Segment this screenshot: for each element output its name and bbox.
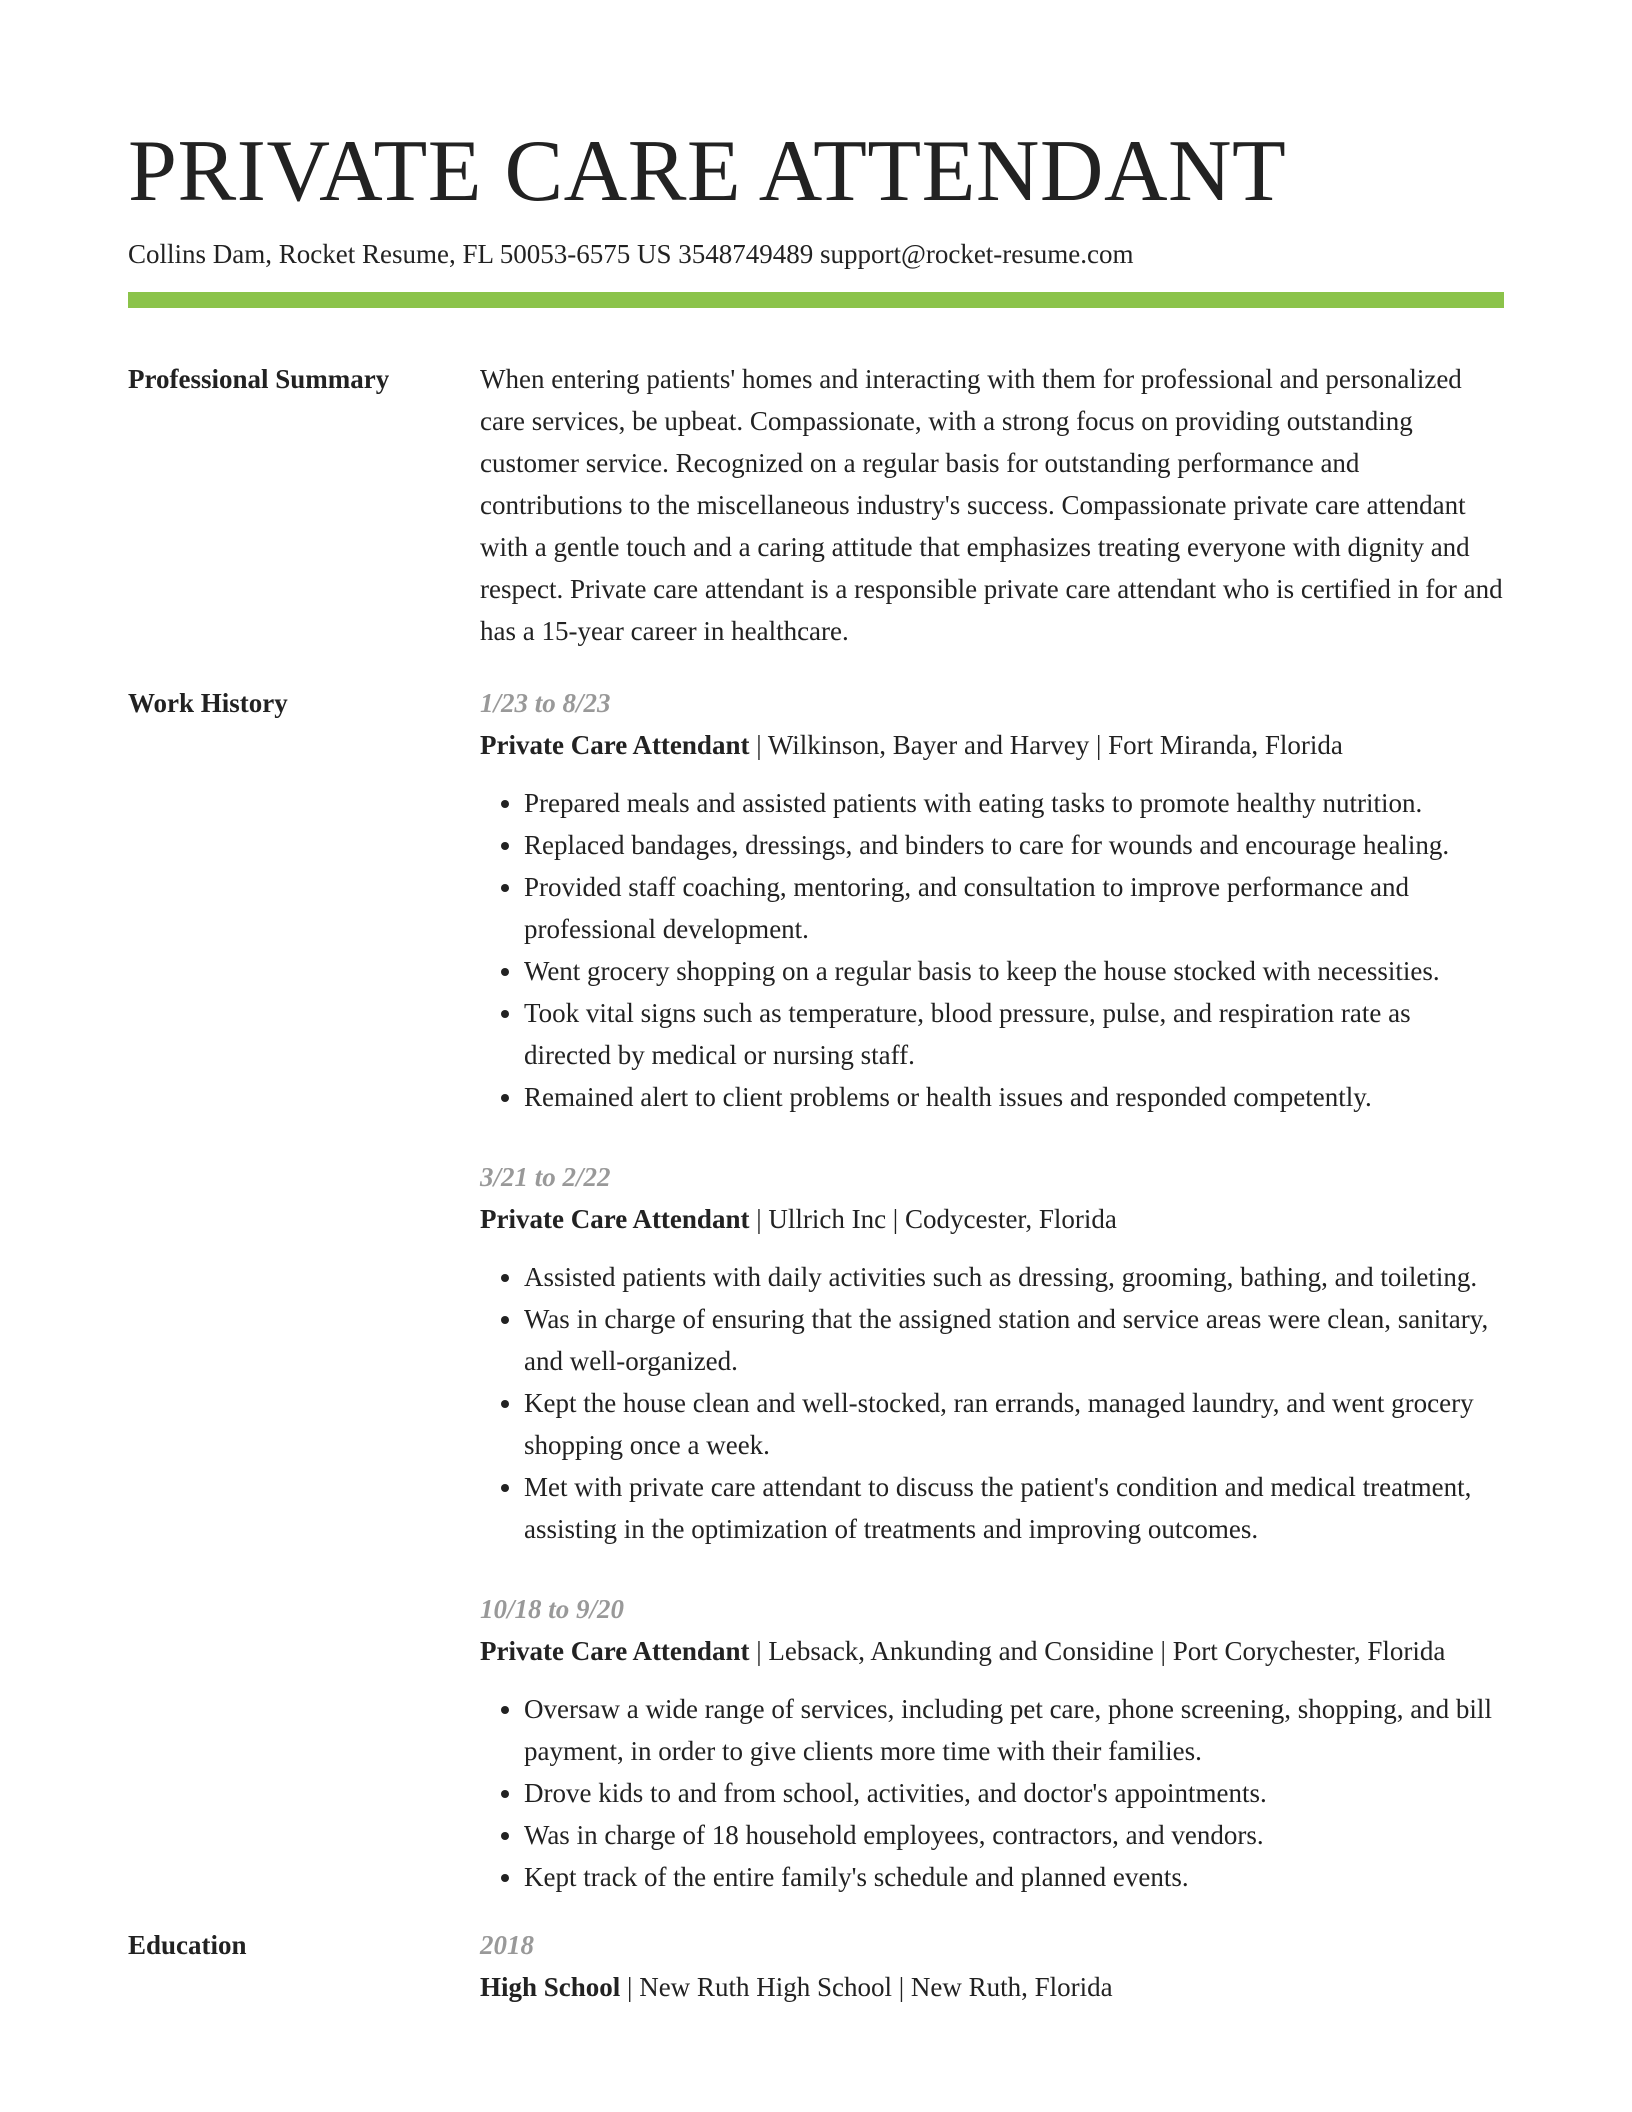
education-section (128, 1924, 1504, 2008)
resume-title: PRIVATE CARE ATTENDANT (128, 123, 1287, 220)
job-bullets (480, 1256, 1504, 1550)
education-label: Education (128, 1930, 247, 1960)
job-dates: 3/21 to 2/22 (480, 1162, 611, 1192)
header-divider (128, 292, 1504, 308)
job-details: | Wilkinson, Bayer and Harvey | Fort Miranda, Florida (749, 730, 1343, 760)
summary-label: Professional Summary (128, 364, 390, 394)
list-item: • Prepared meals and assisted patients with eating tasks to promote healthy nutrition. (524, 782, 1504, 824)
job-entry (480, 682, 1504, 1118)
education-details: | New Ruth High School | New Ruth, Florida (620, 1972, 1113, 2002)
education-degree: High School (480, 1972, 621, 2002)
list-item: • Kept the house clean and well-stocked, ran errands, managed laundry, and went grocery shopping once a week. (524, 1382, 1504, 1466)
job-role-line (480, 724, 1504, 766)
job-details: | Ullrich Inc | Codycester, Florida (749, 1204, 1117, 1234)
education-dates: 2018 (480, 1930, 534, 1960)
work-history-label: Work History (128, 688, 288, 718)
job-dates: 10/18 to 9/20 (480, 1594, 625, 1624)
list-item: • Kept track of the entire family's schedule and planned events. (524, 1856, 1504, 1898)
job-bullets (480, 1688, 1504, 1898)
education-body (480, 1924, 1504, 2008)
list-item: • Was in charge of ensuring that the assigned station and service areas were clean, sanitary, and well-organized. (524, 1298, 1504, 1382)
list-item: • Drove kids to and from school, activities, and doctor's appointments. (524, 1772, 1504, 1814)
list-item: • Remained alert to client problems or health issues and responded competently. (524, 1076, 1504, 1118)
list-item: • Went grocery shopping on a regular basis to keep the house stocked with necessities. (524, 950, 1504, 992)
job-dates: 1/23 to 8/23 (480, 688, 611, 718)
education-entry (480, 1924, 1504, 2008)
summary-body (480, 358, 1504, 652)
work-history-body (480, 682, 1504, 1898)
job-entry (480, 1156, 1504, 1550)
list-item: • Provided staff coaching, mentoring, and consultation to improve performance and professional development. (524, 866, 1504, 950)
list-item: • Oversaw a wide range of services, including pet care, phone screening, shopping, and bill payment, in order to give clients more time with their families. (524, 1688, 1504, 1772)
list-item: • Met with private care attendant to discuss the patient's condition and medical treatment, assisting in the optimization of treatments and improving outcomes. (524, 1466, 1504, 1550)
job-title: Private Care Attendant (480, 1204, 750, 1234)
list-item: • Assisted patients with daily activities such as dressing, grooming, bathing, and toileting. (524, 1256, 1504, 1298)
contact-line: Collins Dam, Rocket Resume, FL 50053-6575 US 3548749489 support@rocket-resume.com (128, 239, 1134, 269)
list-item: • Replaced bandages, dressings, and binders to care for wounds and encourage healing. (524, 824, 1504, 866)
summary-text: When entering patients' homes and interacting with them for professional and personalized care services, be upbeat. Compassionate, with a strong focus on providing outstanding customer service. Recognized on a regular basis for outstanding performance and contributions to the miscellaneous industry's success. Compassionate private care attendant with a gentle touch and a caring attitude that emphasizes treating everyone with dignity and respect. Private care attendant is a responsible private care attendant who is certified in for and has a 15-year career in healthcare. (480, 364, 1503, 646)
job-role-line (480, 1198, 1504, 1240)
job-role-line (480, 1630, 1504, 1672)
summary-section (128, 358, 1504, 652)
job-bullets (480, 782, 1504, 1118)
list-item: • Took vital signs such as temperature, blood pressure, pulse, and respiration rate as directed by medical or nursing staff. (524, 992, 1504, 1076)
education-line (480, 1966, 1504, 2008)
job-title: Private Care Attendant (480, 730, 750, 760)
work-history-section (128, 682, 1504, 1898)
job-title: Private Care Attendant (480, 1636, 750, 1666)
list-item: • Was in charge of 18 household employees, contractors, and vendors. (524, 1814, 1504, 1856)
job-entry (480, 1588, 1504, 1898)
job-details: | Lebsack, Ankunding and Considine | Port Corychester, Florida (749, 1636, 1446, 1666)
